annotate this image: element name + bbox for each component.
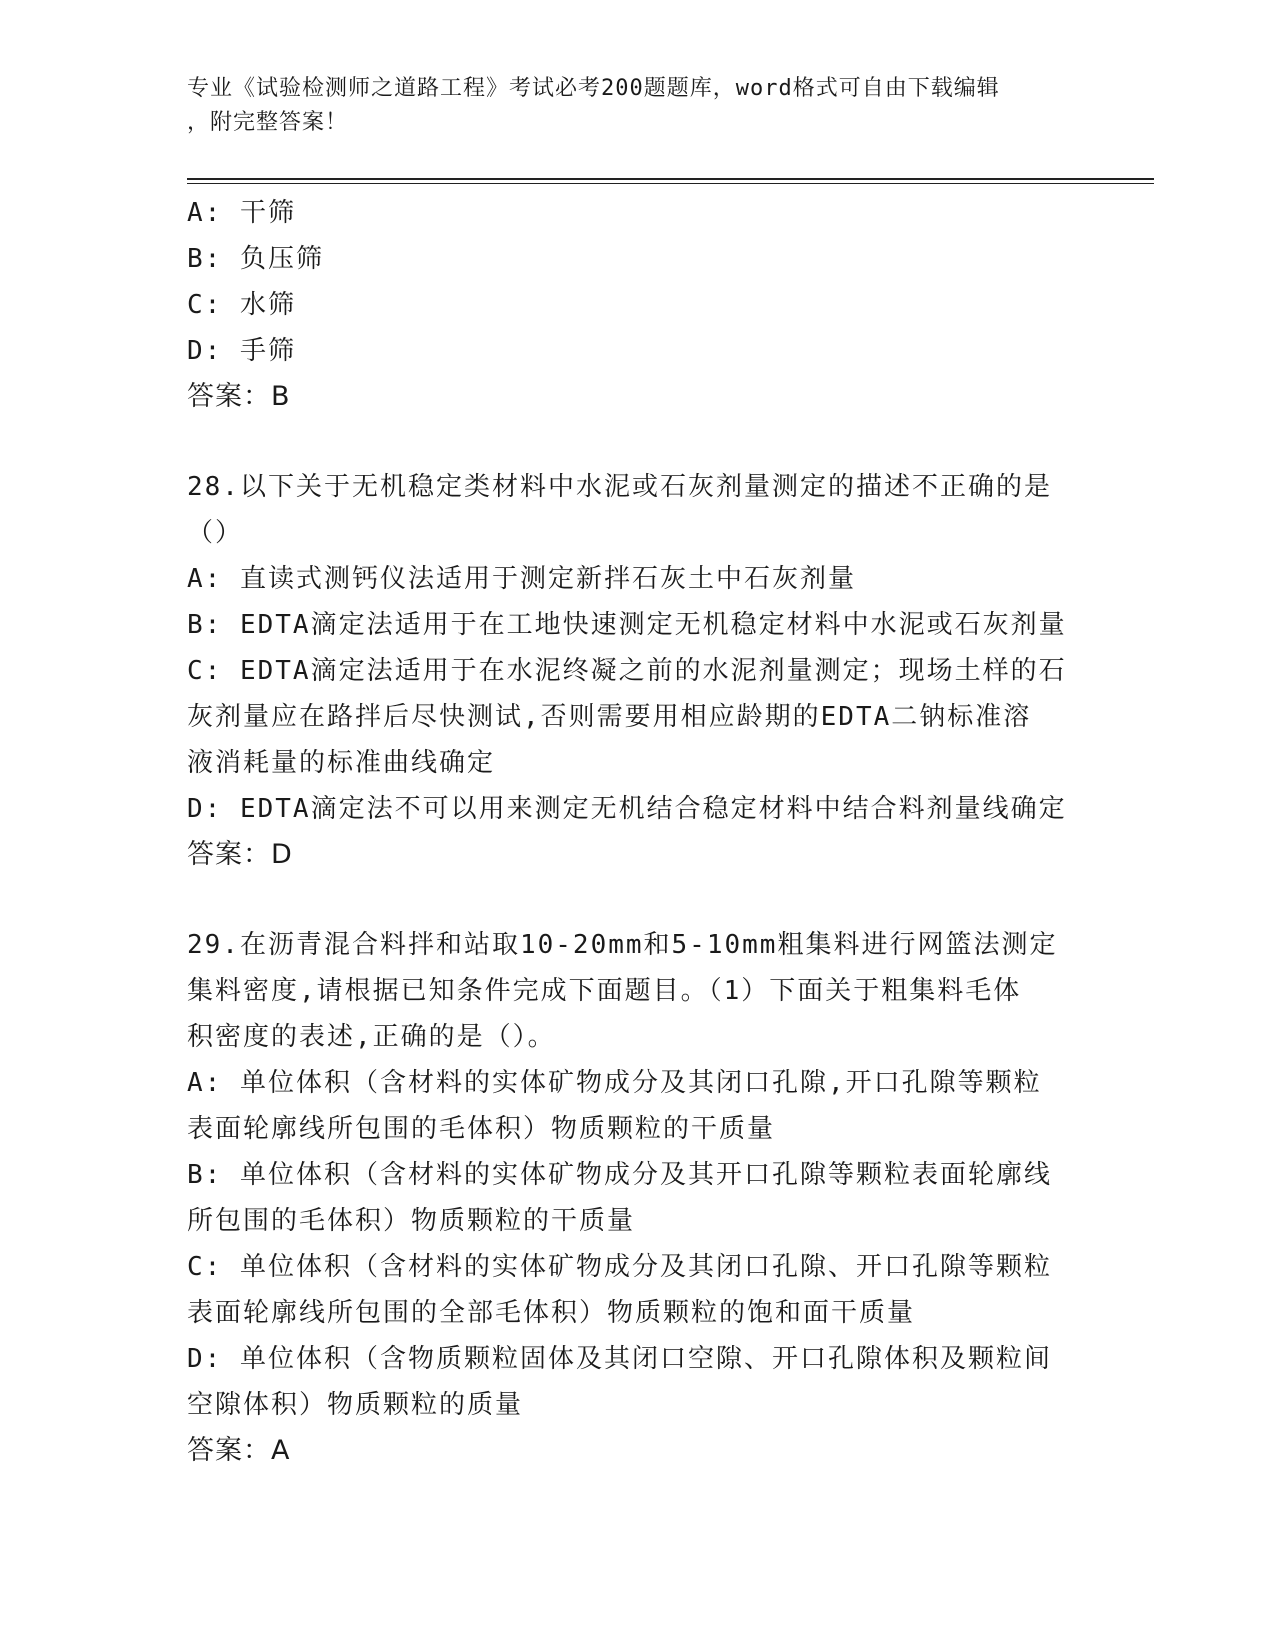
question-29 xyxy=(187,922,1087,1474)
option-a: A: 单位体积（含材料的实体矿物成分及其闭口孔隙,开口孔隙等颗粒 xyxy=(187,1068,1042,1098)
option-a: A: 干筛 xyxy=(187,198,296,228)
question-28 xyxy=(187,464,1087,878)
option-d: 空隙体积）物质颗粒的质量 xyxy=(187,1390,524,1420)
option-b: B: 负压筛 xyxy=(187,244,324,274)
question-stem: 积密度的表述,正确的是（）。 xyxy=(187,1022,556,1052)
header-line-1: 专业《试验检测师之道路工程》考试必考200题题库，word格式可自由下载编辑 xyxy=(187,76,1000,101)
option-b: B: EDTA滴定法适用于在工地快速测定无机稳定材料中水泥或石灰剂量 xyxy=(187,610,1067,640)
option-c: 液消耗量的标准曲线确定 xyxy=(187,748,496,778)
option-a: A: 直读式测钙仪法适用于测定新拌石灰土中石灰剂量 xyxy=(187,564,856,594)
header-rule-thick xyxy=(187,178,1154,180)
option-d: D: 单位体积（含物质颗粒固体及其闭口空隙、开口孔隙体积及颗粒间 xyxy=(187,1344,1052,1374)
question-stem: 集料密度,请根据已知条件完成下面题目。（1）下面关于粗集料毛体 xyxy=(187,976,1022,1006)
option-d: D: EDTA滴定法不可以用来测定无机结合稳定材料中结合料剂量线确定 xyxy=(187,794,1067,824)
option-c: 表面轮廓线所包围的全部毛体积）物质颗粒的饱和面干质量 xyxy=(187,1298,916,1328)
document-header xyxy=(187,72,1067,140)
answer-line: 答案：D xyxy=(187,839,293,870)
question-27 xyxy=(187,190,1087,420)
option-b: 所包围的毛体积）物质颗粒的干质量 xyxy=(187,1206,636,1236)
answer-line: 答案：B xyxy=(187,381,291,412)
question-stem: 29.在沥青混合料拌和站取10-20mm和5-10mm粗集料进行网篮法测定 xyxy=(187,930,1058,960)
header-line-2: ，附完整答案！ xyxy=(187,110,349,135)
option-d: D: 手筛 xyxy=(187,336,296,366)
document-body xyxy=(187,190,1087,1474)
header-rule-thin xyxy=(187,183,1154,184)
option-a: 表面轮廓线所包围的毛体积）物质颗粒的干质量 xyxy=(187,1114,776,1144)
question-stem: 28.以下关于无机稳定类材料中水泥或石灰剂量测定的描述不正确的是 xyxy=(187,472,1052,502)
question-stem: （） xyxy=(187,518,244,548)
option-b: B: 单位体积（含材料的实体矿物成分及其开口孔隙等颗粒表面轮廓线 xyxy=(187,1160,1052,1190)
option-c: C: 单位体积（含材料的实体矿物成分及其闭口孔隙、开口孔隙等颗粒 xyxy=(187,1252,1052,1282)
option-c: C: EDTA滴定法适用于在水泥终凝之前的水泥剂量测定；现场土样的石 xyxy=(187,656,1067,686)
option-c: C: 水筛 xyxy=(187,290,296,320)
answer-line: 答案：A xyxy=(187,1435,291,1466)
option-c: 灰剂量应在路拌后尽快测试,否则需要用相应龄期的EDTA二钠标准溶 xyxy=(187,702,1032,732)
